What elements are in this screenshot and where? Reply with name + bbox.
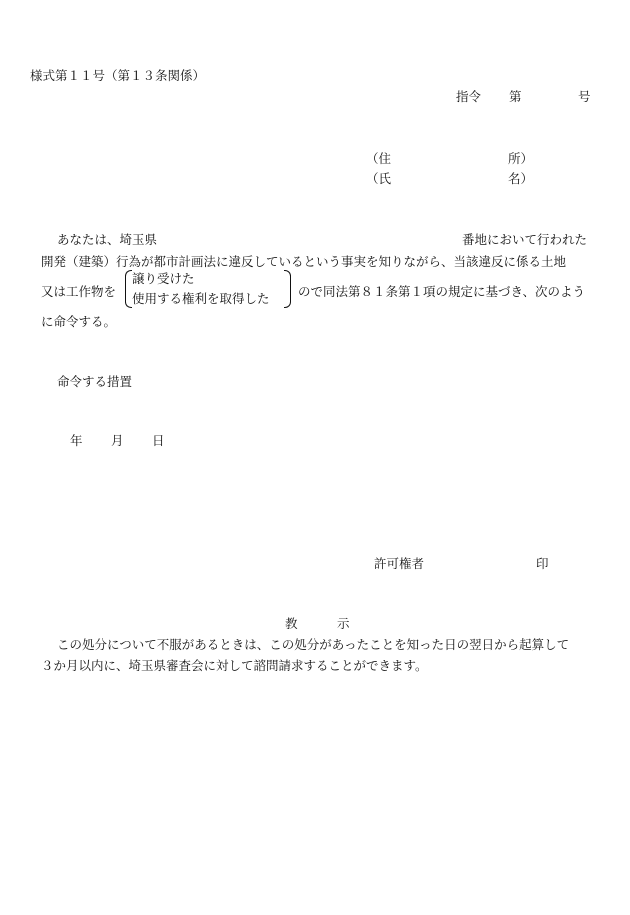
address-close: 所） (508, 151, 534, 166)
notice-title-1: 教 (285, 616, 298, 631)
number-prefix: 第 (509, 89, 522, 104)
body-line1-end: 番地において行われた (462, 232, 588, 247)
seal-mark: 印 (536, 556, 549, 571)
date-year: 年 (70, 433, 83, 448)
option-transfer: 譲り受けた (132, 271, 195, 286)
left-bracket (125, 270, 132, 308)
name-open: （氏 (366, 171, 392, 186)
directive-label: 指令 (456, 89, 482, 104)
right-bracket (284, 270, 291, 308)
form-number: 様式第１１号（第１３条関係） (30, 68, 206, 83)
notice-line2: ３か月以内に、埼玉県審査会に対して諮問請求することができます。 (41, 658, 428, 673)
body-line3-prefix: 又は工作物を (41, 284, 117, 299)
body-line3-suffix: ので同法第８１条第１項の規定に基づき、次のよう (298, 284, 586, 299)
notice-title-2: 示 (337, 616, 350, 631)
number-suffix: 号 (578, 89, 591, 104)
measures-label: 命令する措置 (57, 374, 133, 389)
body-line4: に命令する。 (41, 314, 117, 329)
body-line2: 開発（建築）行為が都市計画法に違反しているという事実を知りながら、当該違反に係る土地 (41, 254, 567, 269)
option-right-acquired: 使用する権利を取得した (132, 291, 270, 306)
notice-line1: この処分について不服があるときは、この処分があったことを知った日の翌日から起算して (57, 637, 570, 652)
name-close: 名） (508, 171, 534, 186)
body-line1-start: あなたは、埼玉県 (57, 232, 158, 247)
date-month: 月 (111, 433, 124, 448)
authority-label: 許可権者 (374, 556, 425, 571)
address-open: （住 (366, 151, 392, 166)
date-day: 日 (152, 433, 165, 448)
